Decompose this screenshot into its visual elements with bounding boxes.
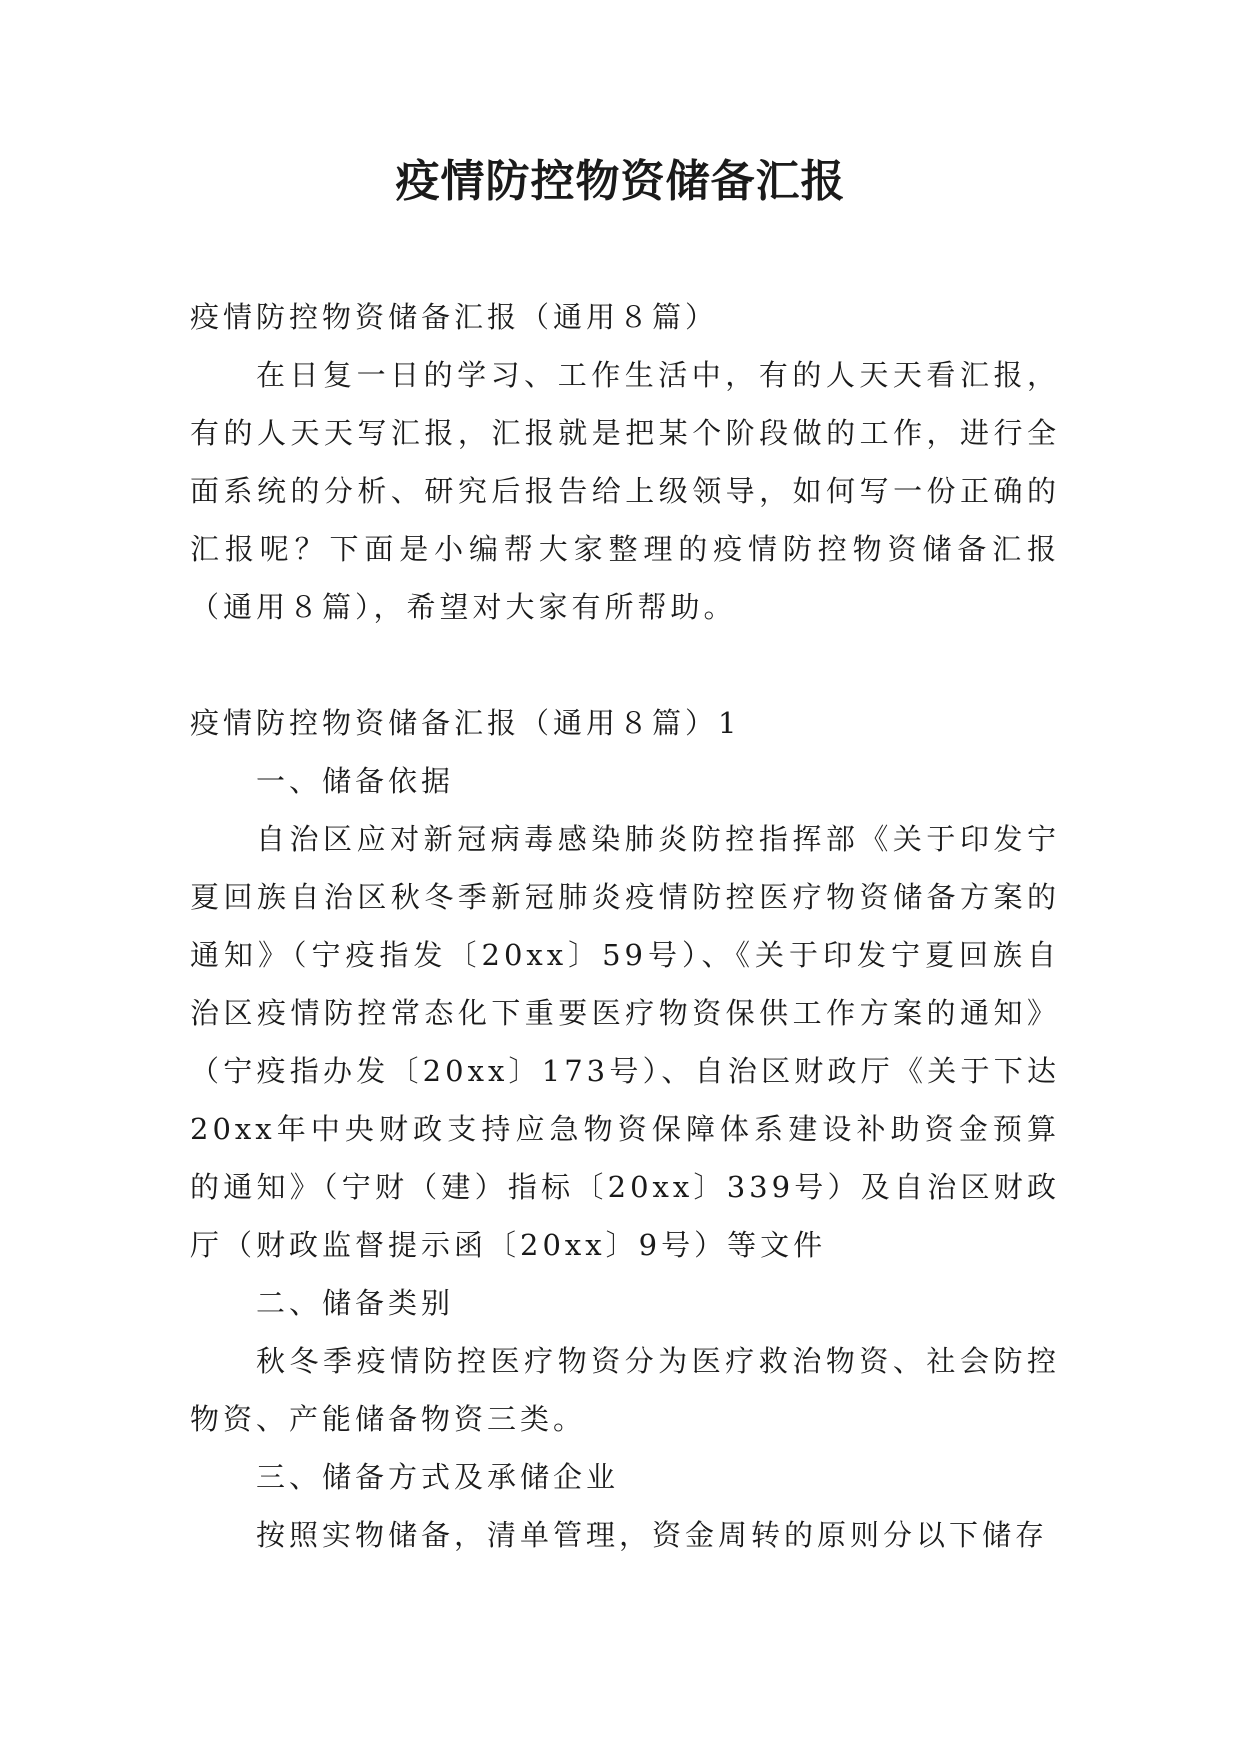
heading-categories: 二、储备类别 [256,1286,455,1320]
categories-paragraph: 秋冬季疫情防控医疗物资分为医疗救治物资、社会防控物资、产能储备物资三类。 [190,1344,1060,1436]
basis-paragraph: 自治区应对新冠病毒感染肺炎防控指挥部《关于印发宁夏回族自治区秋冬季新冠肺炎疫情防控医疗物资储备方案的通知》（宁疫指发〔20xx〕59号）、《关于印发宁夏回族自治区疫情防控常态化下重要医疗物资保供工作方案的通知》（宁疫指办发〔20xx〕173号）、自治区财政厅《关于下达20xx年中央财政支持应急物资保障体系建设补助资金预算的通知》（宁财（建）指标〔20xx〕339号）及自治区财政厅（财政监督提示函〔20xx〕9号）等文件 [190,822,1060,1262]
document-title: 疫情防控物资储备汇报 [395,156,846,207]
heading-methods: 三、储备方式及承储企业 [256,1460,620,1494]
intro-paragraph: 在日复一日的学习、工作生活中，有的人天天看汇报，有的人天天写汇报，汇报就是把某个阶段做的工作，进行全面系统的分析、研究后报告给上级领导，如何写一份正确的汇报呢？下面是小编帮大家整理的疫情防控物资储备汇报（通用８篇），希望对大家有所帮助。 [190,358,1060,624]
methods-paragraph: 按照实物储备，清单管理，资金周转的原则分以下储存 [256,1518,1049,1552]
heading-basis: 一、储备依据 [256,764,455,798]
document-subtitle: 疫情防控物资储备汇报（通用８篇） [190,300,719,334]
section-title: 疫情防控物资储备汇报（通用８篇）1 [190,706,741,740]
document-body [190,288,1060,1564]
